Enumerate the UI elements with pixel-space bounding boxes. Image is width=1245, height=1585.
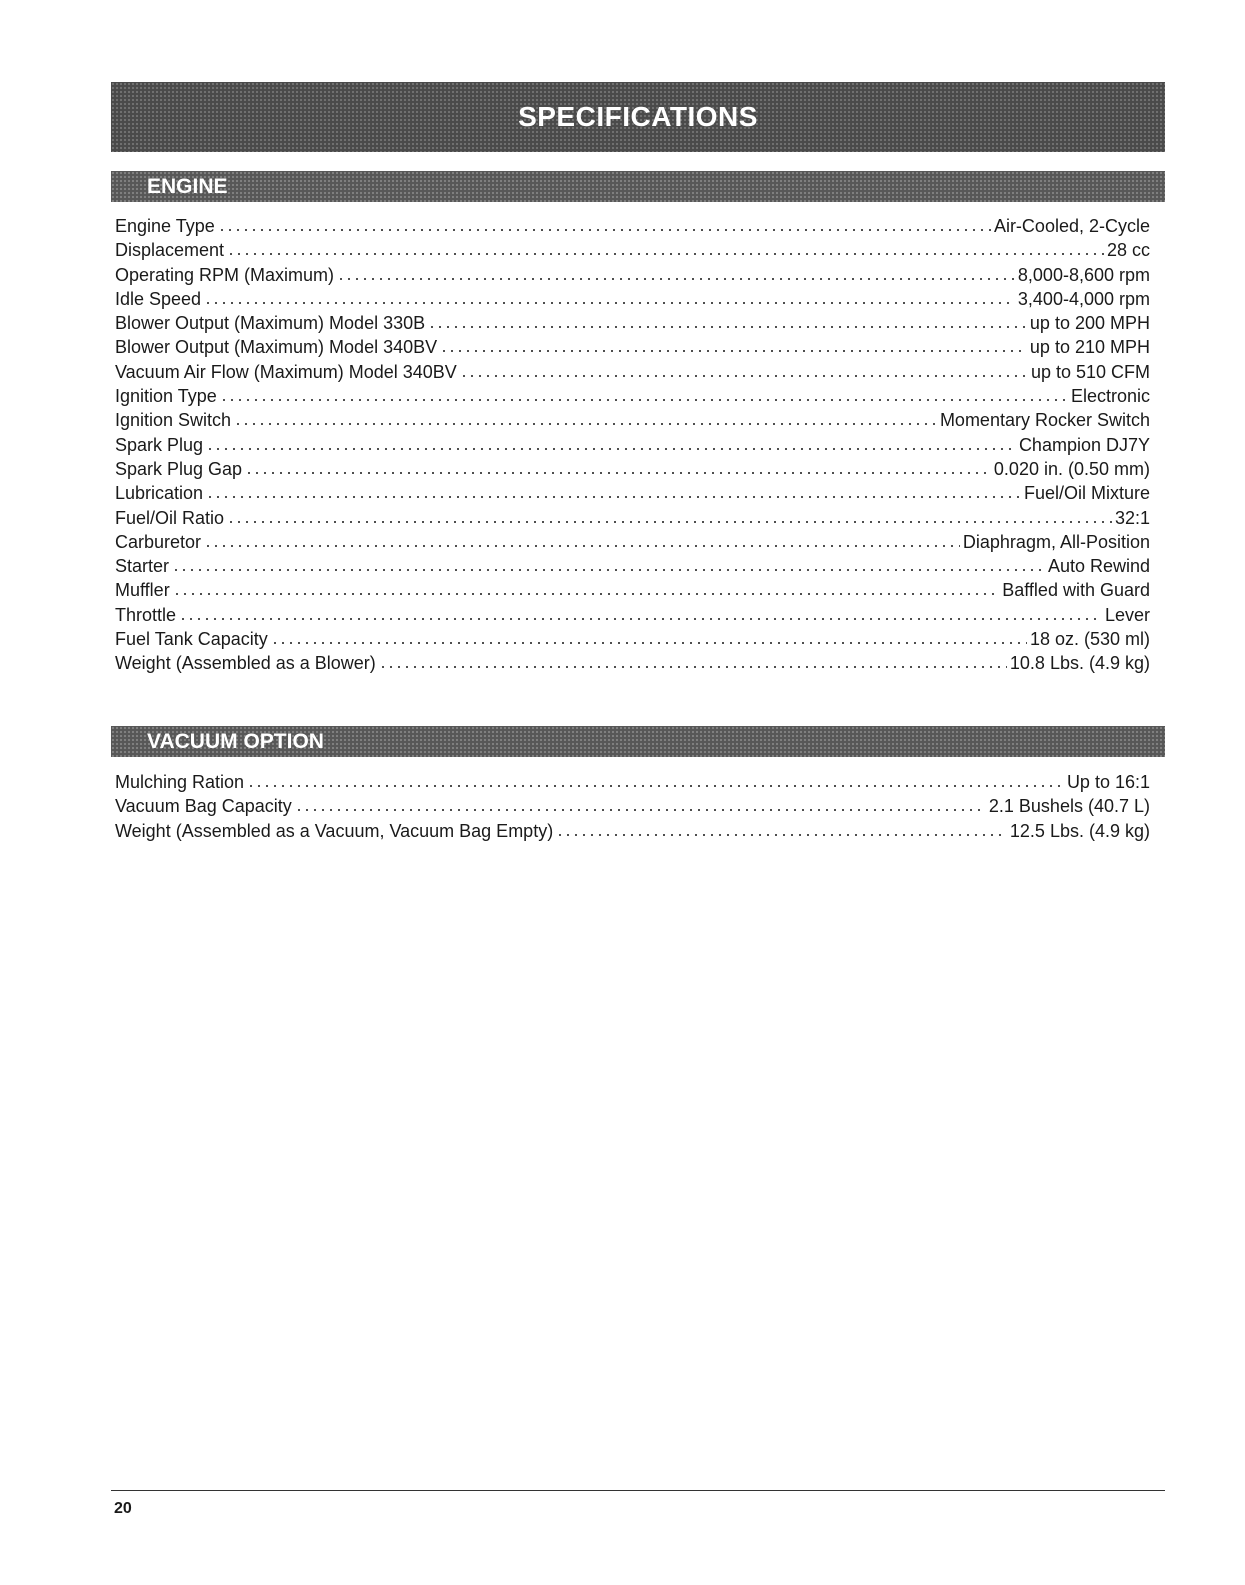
spec-value: Diaphragm, All-Position — [962, 531, 1150, 552]
dot-leader — [460, 374, 1028, 378]
spec-value: up to 510 CFM — [1030, 361, 1150, 382]
spec-row — [115, 794, 1150, 818]
spec-row — [115, 263, 1150, 287]
spec-value: up to 200 MPH — [1029, 313, 1150, 334]
spec-label: Starter — [115, 556, 170, 577]
dot-leader — [179, 617, 1102, 621]
spec-row — [115, 603, 1150, 627]
spec-label: Operating RPM (Maximum) — [115, 264, 335, 285]
spec-value: 12.5 Lbs. (4.9 kg) — [1009, 820, 1150, 841]
spec-label: Vacuum Bag Capacity — [115, 796, 292, 817]
spec-label: Weight (Assembled as a Blower) — [115, 653, 376, 674]
spec-value: 2.1 Bushels (40.7 L) — [988, 796, 1150, 817]
spec-label: Ignition Switch — [115, 410, 232, 431]
spec-value: Fuel/Oil Mixture — [1023, 483, 1150, 504]
spec-label: Fuel/Oil Ratio — [115, 507, 225, 528]
dot-leader — [204, 544, 960, 548]
engine-section-title: ENGINE — [147, 174, 228, 198]
spec-value: Air-Cooled, 2-Cycle — [993, 216, 1150, 236]
spec-value: 32:1 — [1114, 507, 1150, 528]
spec-row — [115, 530, 1150, 554]
spec-label: Ignition Type — [115, 386, 217, 407]
spec-value: Momentary Rocker Switch — [939, 410, 1150, 431]
title-banner — [111, 82, 1165, 152]
dot-leader — [206, 447, 1016, 451]
spec-row — [115, 819, 1150, 843]
spec-row — [115, 554, 1150, 578]
spec-label: Vacuum Air Flow (Maximum) Model 340BV — [115, 361, 457, 382]
spec-value: 28 cc — [1106, 240, 1150, 261]
spec-row — [115, 408, 1150, 432]
footer-rule — [111, 1490, 1165, 1491]
spec-label: Engine Type — [115, 216, 215, 236]
vacuum-spec-list — [115, 770, 1150, 843]
spec-row — [115, 651, 1150, 675]
dot-leader — [295, 808, 986, 812]
dot-leader — [271, 641, 1027, 645]
dot-leader — [556, 833, 1007, 837]
spec-label: Blower Output (Maximum) Model 330B — [115, 313, 426, 334]
page-title: SPECIFICATIONS — [518, 101, 758, 132]
dot-leader — [220, 398, 1068, 402]
spec-label: Displacement — [115, 240, 225, 261]
dot-leader — [234, 422, 937, 426]
engine-spec-list — [115, 214, 1150, 676]
spec-row — [115, 627, 1150, 651]
spec-row — [115, 770, 1150, 794]
dot-leader — [206, 495, 1021, 499]
spec-value: up to 210 MPH — [1029, 337, 1150, 358]
vacuum-section-header — [111, 726, 1165, 757]
dot-leader — [247, 784, 1064, 788]
spec-label: Throttle — [115, 604, 177, 625]
spec-value: Up to 16:1 — [1066, 772, 1150, 792]
spec-value: Auto Rewind — [1047, 556, 1150, 577]
spec-label: Muffler — [115, 580, 170, 601]
spec-value: Electronic — [1070, 386, 1150, 407]
spec-value: 18 oz. (530 ml) — [1029, 629, 1150, 650]
spec-label: Mulching Ration — [115, 772, 245, 792]
spec-row — [115, 384, 1150, 408]
spec-label: Lubrication — [115, 483, 204, 504]
dot-leader — [204, 301, 1015, 305]
spec-value: 8,000-8,600 rpm — [1017, 264, 1150, 285]
spec-value: 0.020 in. (0.50 mm) — [993, 458, 1150, 479]
spec-row — [115, 360, 1150, 384]
dot-leader — [337, 277, 1015, 281]
dot-leader — [379, 665, 1007, 669]
spec-row — [115, 214, 1150, 238]
spec-label: Spark Plug — [115, 434, 204, 455]
spec-label: Fuel Tank Capacity — [115, 629, 268, 650]
dot-leader — [227, 520, 1112, 524]
dot-leader — [428, 325, 1027, 329]
spec-row — [115, 481, 1150, 505]
spec-value: Baffled with Guard — [1002, 580, 1150, 601]
spec-value: Lever — [1104, 604, 1150, 625]
engine-section-header — [111, 171, 1165, 202]
spec-label: Weight (Assembled as a Vacuum, Vacuum Bag Empty) — [115, 820, 554, 841]
spec-label: Spark Plug Gap — [115, 458, 243, 479]
dot-leader — [245, 471, 991, 475]
spec-row — [115, 311, 1150, 335]
spec-row — [115, 335, 1150, 359]
spec-row — [115, 506, 1150, 530]
vacuum-section-title: VACUUM OPTION — [147, 729, 324, 753]
dot-leader — [227, 252, 1104, 256]
spec-row — [115, 578, 1150, 602]
spec-row — [115, 287, 1150, 311]
dot-leader — [440, 349, 1027, 353]
page-number: 20 — [114, 1500, 132, 1517]
spec-row — [115, 238, 1150, 262]
spec-value: 10.8 Lbs. (4.9 kg) — [1009, 653, 1150, 674]
dot-leader — [172, 568, 1045, 572]
spec-row — [115, 457, 1150, 481]
dot-leader — [218, 228, 991, 232]
spec-value: 3,400-4,000 rpm — [1017, 288, 1150, 309]
spec-label: Idle Speed — [115, 288, 202, 309]
spec-label: Blower Output (Maximum) Model 340BV — [115, 337, 438, 358]
spec-value: Champion DJ7Y — [1018, 434, 1150, 455]
spec-row — [115, 433, 1150, 457]
spec-label: Carburetor — [115, 531, 202, 552]
dot-leader — [173, 592, 1000, 596]
